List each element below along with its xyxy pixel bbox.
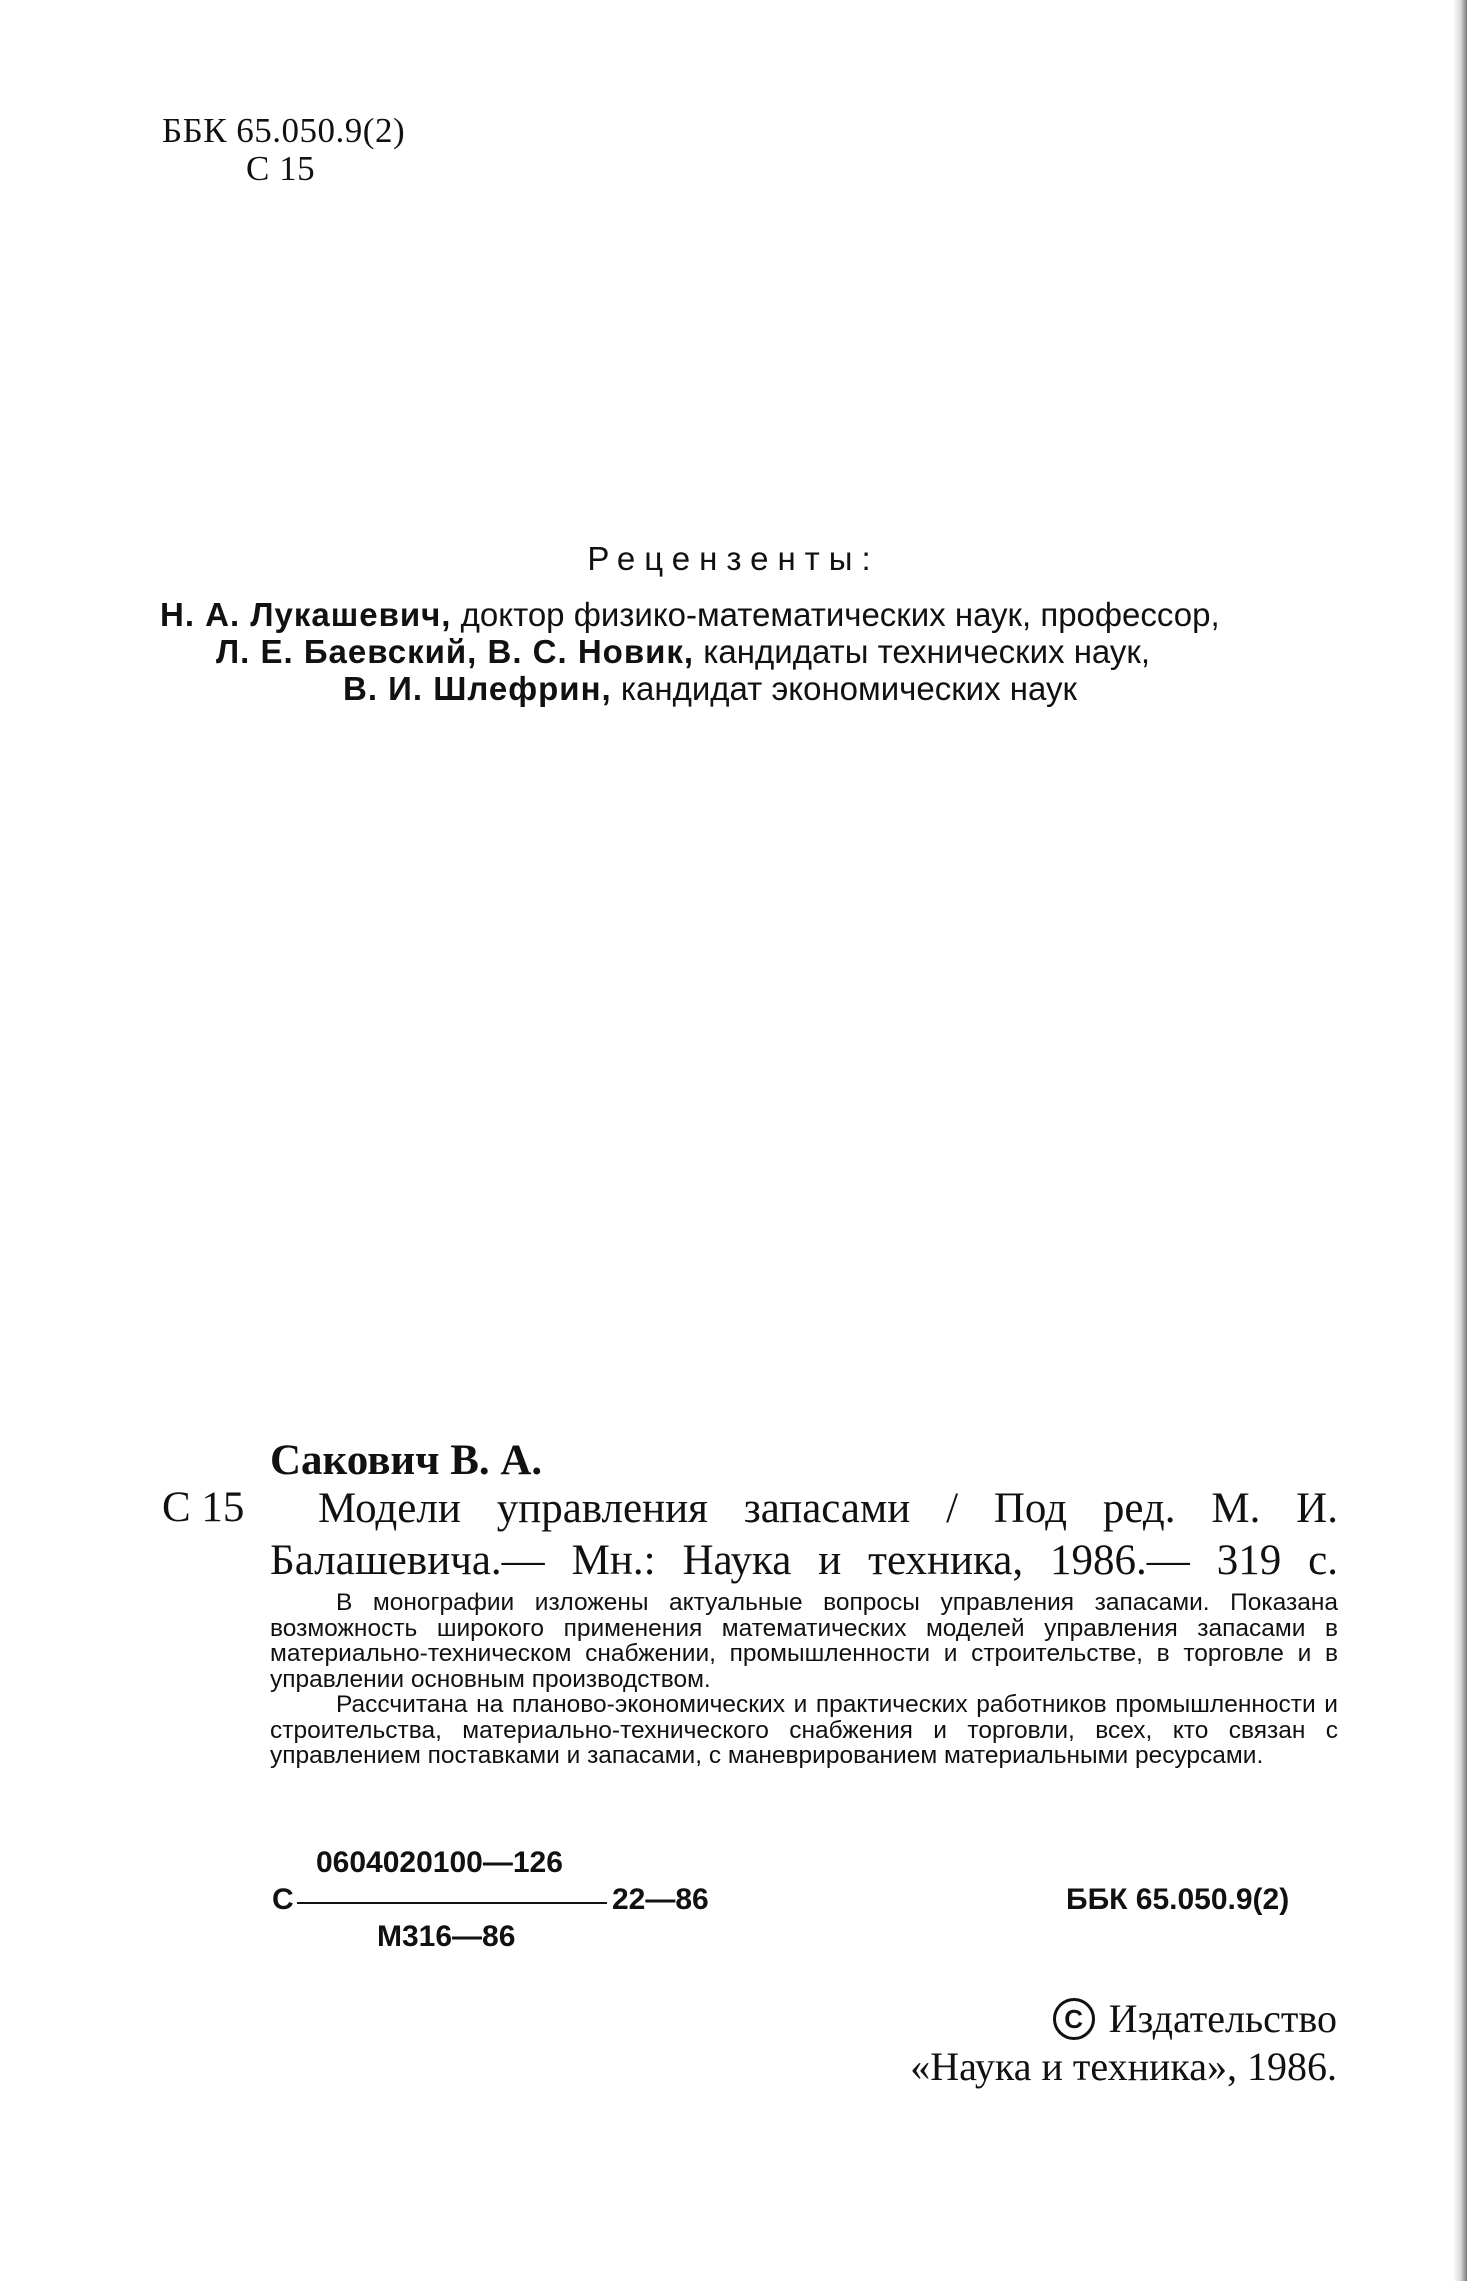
- catalog-suffix: 22—86: [612, 1883, 709, 1916]
- page-edge-shadow: [1453, 0, 1467, 2281]
- book-title-line-1: Модели управления запасами / Под ред. М. И.: [318, 1485, 1338, 1532]
- fraction-rule: [297, 1902, 607, 1904]
- copyright-icon: C: [1053, 1998, 1095, 2040]
- catalog-bbk: ББК 65.050.9(2): [1066, 1883, 1290, 1916]
- reviewer-title: доктор физико-математических наук, профессор,: [451, 596, 1220, 633]
- annotation: [270, 1590, 1338, 1769]
- publisher-label: Издательство: [1108, 1996, 1337, 2041]
- reviewers-heading: Рецензенты:: [587, 540, 880, 577]
- copyright-line-2: «Наука и техника», 1986.: [910, 2043, 1337, 2089]
- reviewer-names: В. И. Шлефрин,: [343, 670, 612, 707]
- book-author: Сакович В. А.: [270, 1437, 543, 1484]
- catalog-numerator: 0604020100—126: [316, 1846, 563, 1879]
- bbk-header: [162, 112, 405, 188]
- book-title-line-2: Балашевича.— Мн.: Наука и техника, 1986.— 319 с.: [270, 1537, 1338, 1584]
- catalog-index: С 15: [162, 1484, 245, 1531]
- annotation-paragraph: Рассчитана на планово-экономических и практических работников промышленности и строительства, материально-технического снабжения и торговли, всех, кто связан с управлением поставками и запасами, с маневрированием материальными ресурсами.: [270, 1691, 1338, 1769]
- annotation-paragraph: В монографии изложены актуальные вопросы управления запасами. Показана возможность широкого применения математических моделей управления запасами в материально-техническом снабжении, промышленности и строительстве, в торговле и в управлении основным производством.: [270, 1589, 1338, 1693]
- reviewer-names: Н. А. Лукашевич,: [160, 596, 452, 633]
- reviewer-line: [160, 596, 1220, 634]
- library-index: С 15: [246, 149, 316, 188]
- reviewer-title: кандидат экономических наук: [611, 670, 1077, 707]
- reviewer-names: Л. Е. Баевский, В. С. Новик,: [216, 633, 695, 670]
- copyright-line-1: [910, 1996, 1337, 2044]
- bbk-code: ББК 65.050.9(2): [162, 111, 406, 150]
- reviewer-title: кандидаты технических наук,: [694, 633, 1151, 670]
- reviewer-line: [343, 670, 1077, 708]
- copyright-block: [910, 1996, 1337, 2090]
- catalog-letter: С: [272, 1883, 294, 1916]
- reviewer-line: [216, 633, 1150, 671]
- catalog-denominator: М316—86: [377, 1920, 516, 1953]
